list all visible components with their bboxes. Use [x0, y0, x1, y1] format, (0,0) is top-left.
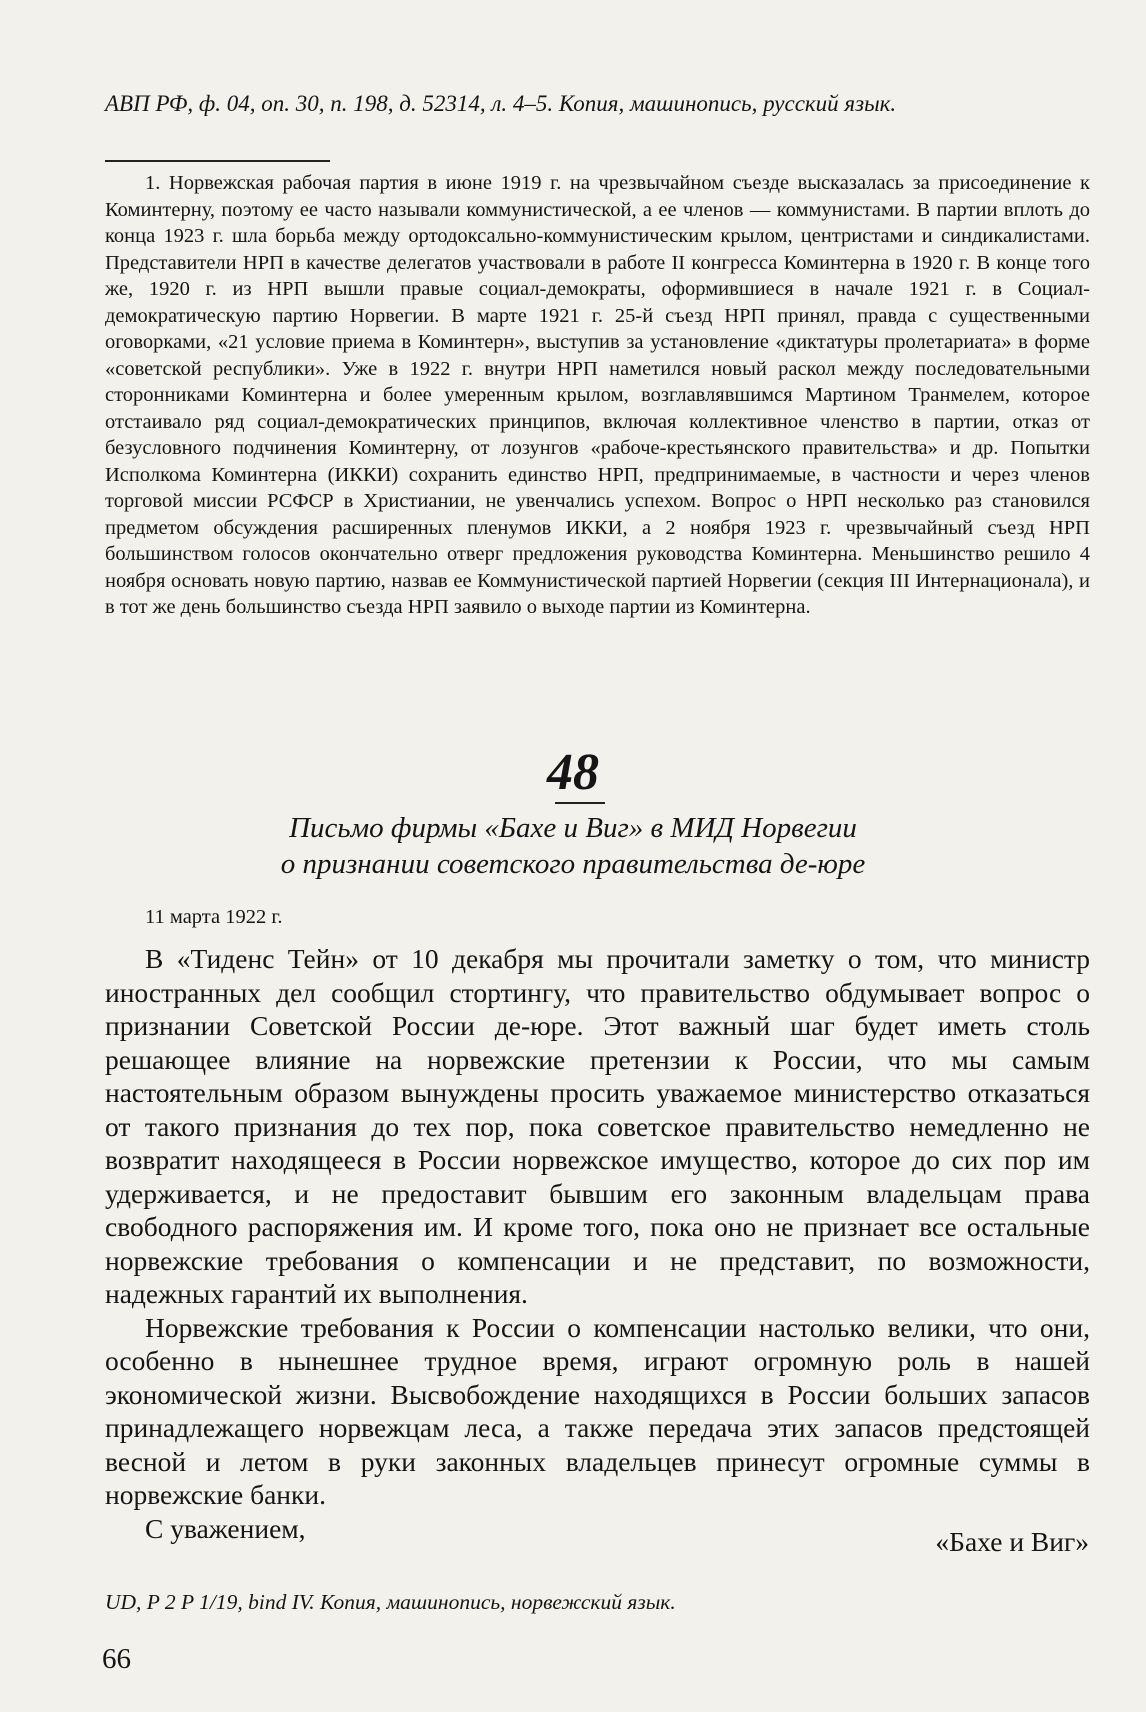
page-number: 66 — [102, 1643, 131, 1675]
source-reference: АВП РФ, ф. 04, оп. 30, п. 198, д. 52314, л. 4–5. Копия, машинопись, русский язык. — [105, 91, 897, 116]
letter-paragraph-1: В «Тиденс Тейн» от 10 декабря мы прочитали заметку о том, что министр иностранных дел сообщил стортингу, что правительство обдумывает вопрос о признании Советской России де-юре. Этот важный шаг будет иметь столь решающее влияние на норвежские претензии к России, что мы самым настоятельным образом вынуждены просить уважаемое министерство отказаться от такого признания до тех пор, пока советское правительство немедленно не возвратит находящееся в России норвежское имущество, которое до сих пор им удерживается, и не предоставит бывшим его законным владельцам права свободного распоряжения им. И кроме того, пока оно не признает все остальные норвежские требования о компенсации и не представит, по возможности, надежных гарантий их выполнения. — [105, 943, 1090, 1309]
footnote: 1. Норвежская рабочая партия в июне 1919 г. на чрезвычайном съезде высказалась за присоединение к Коминтерну, поэтому ее часто называли коммунистической, а ее членов — коммунистами. В партии вплоть до конца 1923 г. шла борьба между ортодоксально-коммунистическим крылом, центристами и синдикалистами. Представители НРП в качестве делегатов участвовали в работе II конгресса Коминтерна в 1920 г. В конце того же, 1920 г. из НРП вышли правые социал-демократы, оформившиеся в начале 1921 г. в Социал-демократическую партию Норвегии. В марте 1921 г. 25-й съезд НРП принял, правда с существенными оговорками, «21 условие приема в Коминтерн», выступив за установление «диктатуры пролетариата» в форме «советской республики». Уже в 1922 г. внутри НРП наметился новый раскол между последовательными сторонниками Коминтерна и более умеренным крылом, возглавлявшимся Мартином Транмелем, которое отстаивало ряд социал-демократических принципов, включая коллективное членство в партии, отказ от безусловного подчинения Коминтерну, от лозунгов «рабоче-крестьянского правительства» и др. Попытки Исполкома Коминтерна (ИККИ) сохранить единство НРП, предпринимаемые, в частности и через членов торговой миссии РСФСР в Христиании, не увенчались успехом. Вопрос о НРП несколько раз становился предметом обсуждения расширенных пленумов ИККИ, а 2 ноября 1923 г. чрезвычайный съезд НРП большинством голосов окончательно отверг предложения руководства Коминтерна. Меньшинство решило 4 ноября основать новую партию, назвав ее Коммунистической партией Норвегии (секция III Интернационала), и в тот же день большинство съезда НРП заявило о выходе партии из Коминтерна. — [105, 172, 1090, 618]
letter-signature: «Бахе и Виг» — [935, 1526, 1089, 1557]
archive-reference: UD, P 2 P 1/19, bind IV. Копия, машинопись, норвежский язык. — [105, 1590, 676, 1614]
document-number: 48 — [547, 744, 599, 801]
letter-body — [105, 942, 1090, 1545]
document-title-line-2: о признании советского правительства де-юре — [280, 848, 866, 880]
document-number-underline — [555, 802, 605, 804]
letter-closing: С уважением, — [145, 1512, 306, 1544]
letter-paragraph-2: Норвежские требования к России о компенсации настолько велики, что они, особенно в нынешнее трудное время, играют огромную роль в нашей экономической жизни. Высвобождение находящихся в России больших запасов принадлежащего норвежцам леса, а также передача этих запасов предстоящей весной и летом в руки законных владельцев принесут огромные суммы в норвежские банки. — [105, 1311, 1090, 1510]
footnote-divider — [105, 160, 330, 162]
document-title — [0, 810, 1146, 882]
document-date: 11 марта 1922 г. — [145, 906, 283, 928]
document-title-line-1: Письмо фирмы «Бахе и Виг» в МИД Норвегии — [289, 812, 857, 844]
